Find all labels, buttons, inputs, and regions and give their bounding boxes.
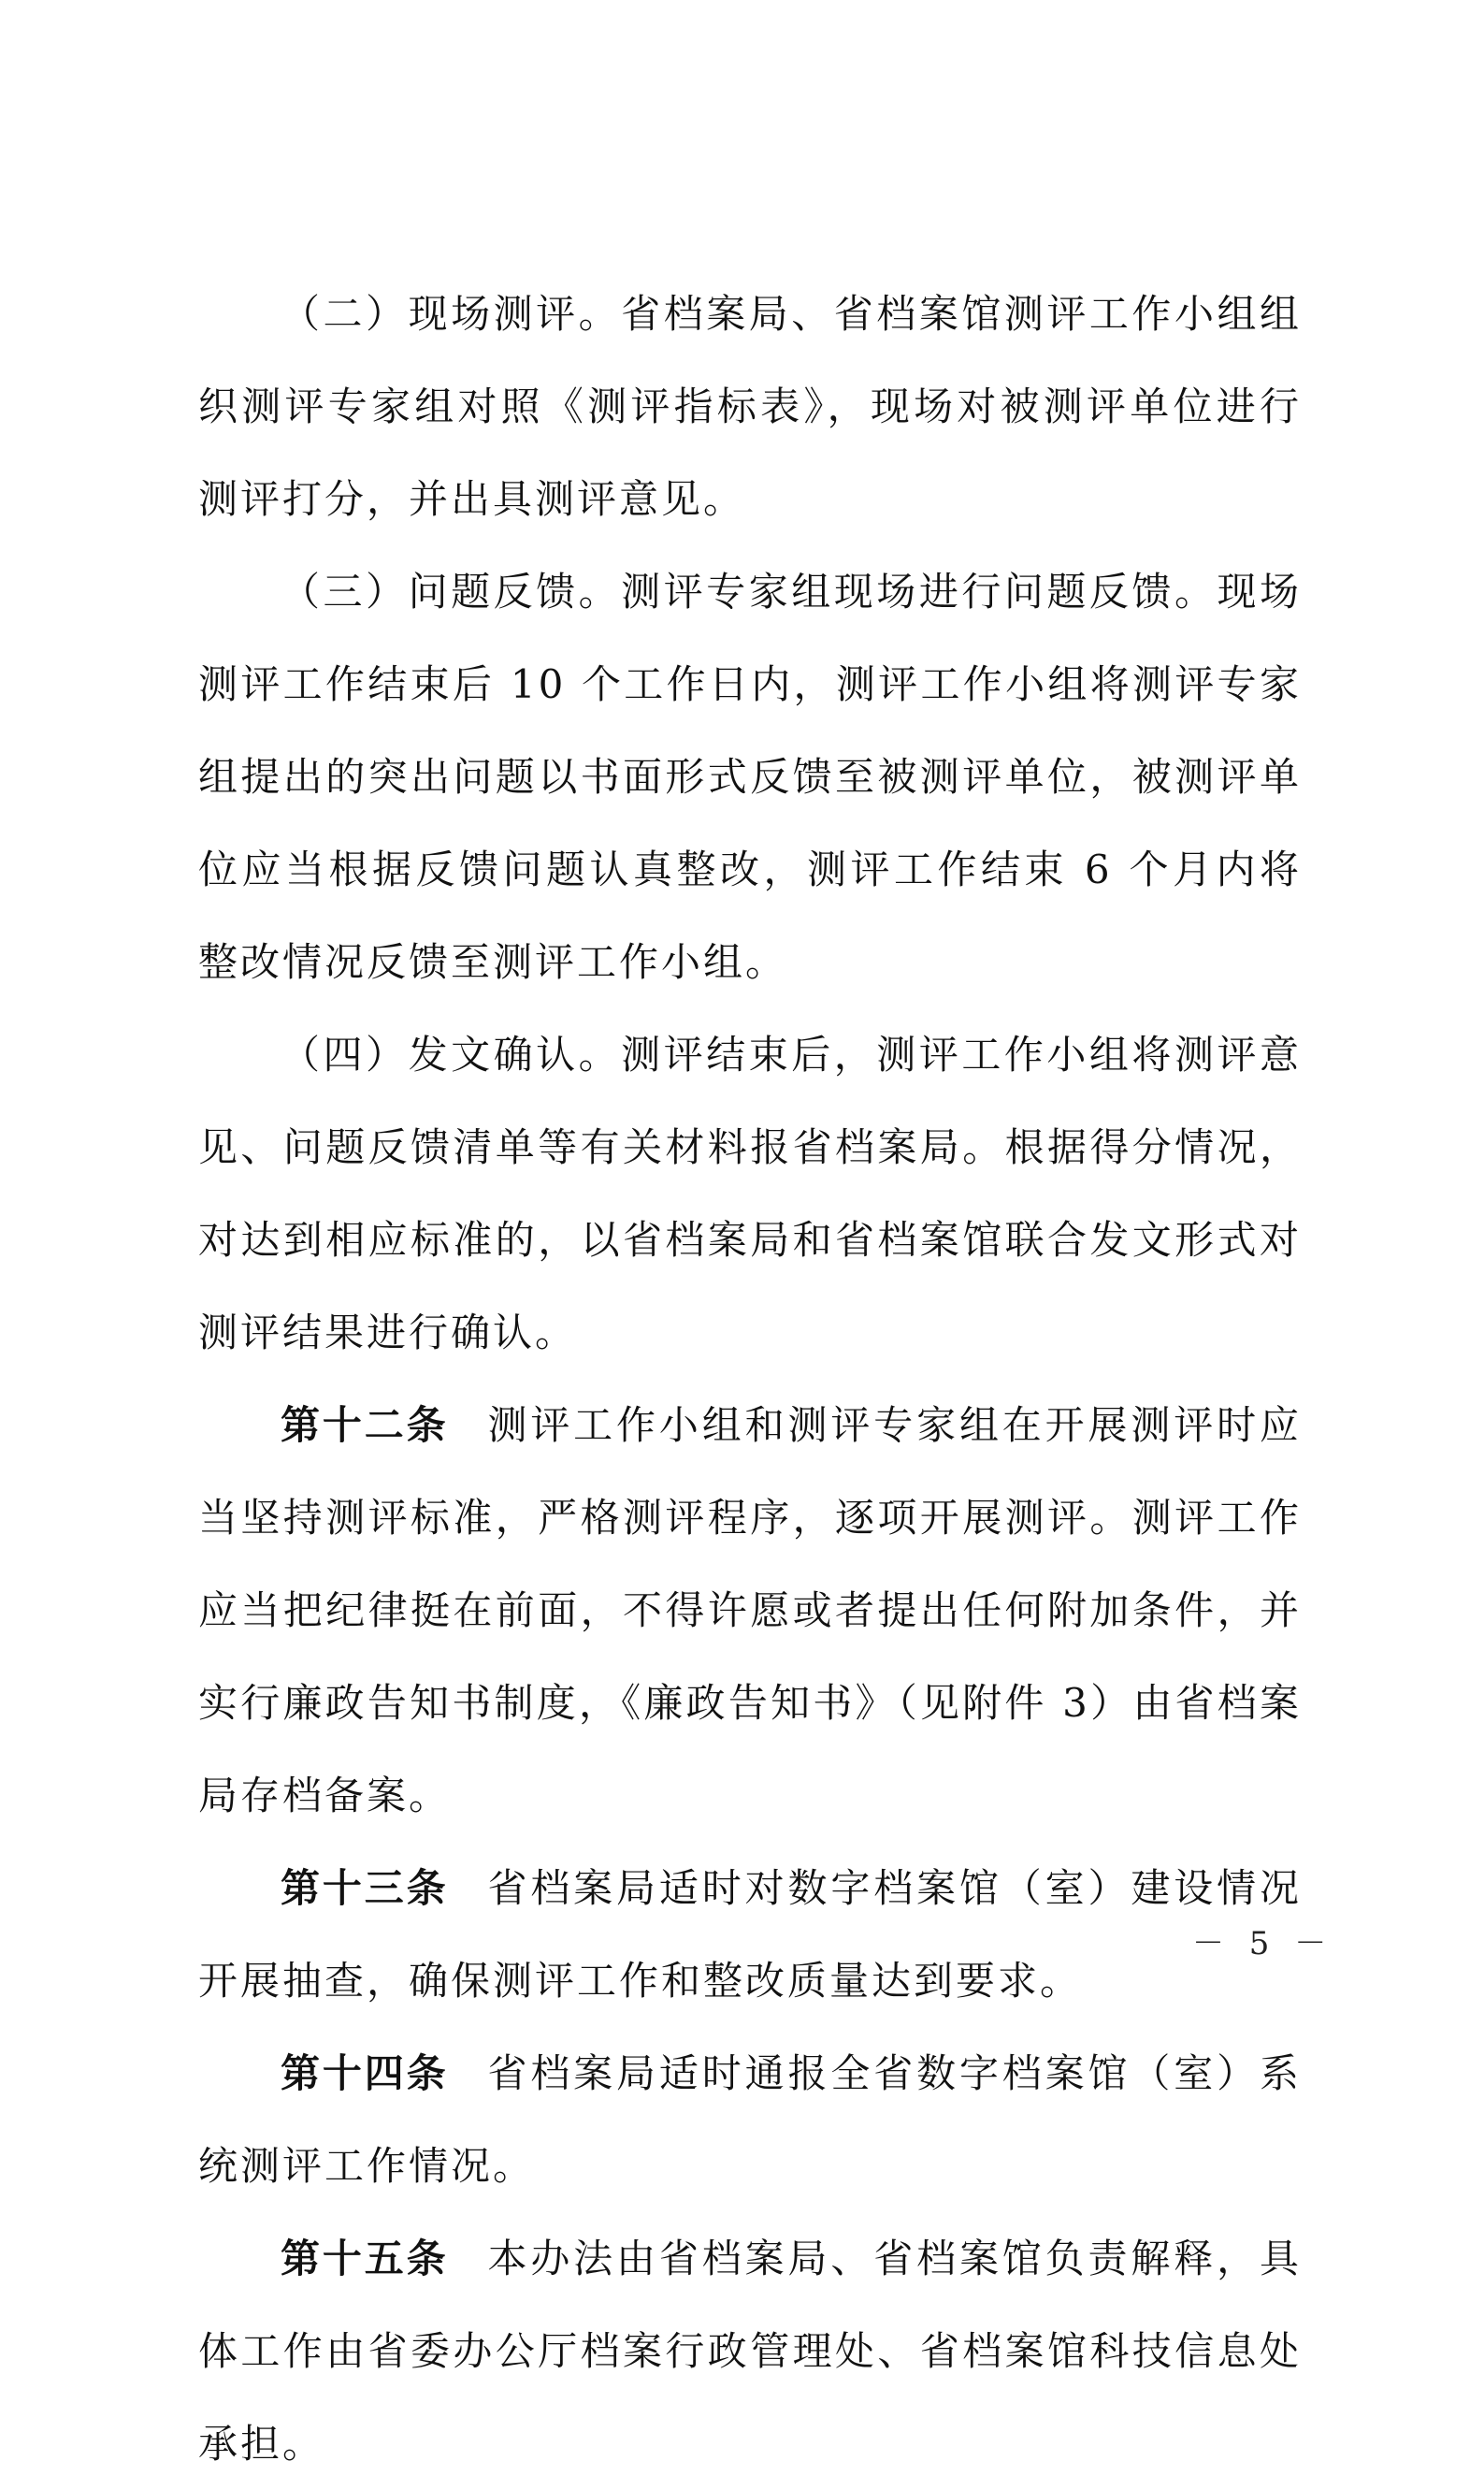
article-label: 第十五条	[281, 2236, 449, 2281]
paragraph-problem-feedback	[198, 545, 1302, 1008]
paragraph-document-confirmation	[198, 1008, 1302, 1379]
article-twelve	[198, 1379, 1302, 1842]
article-label: 第十四条	[281, 2050, 449, 2096]
paragraph-text: （四）发文确认。测评结束后，测评工作小组将测评意见、问题反馈清单等有关材料报省档案局。根据得分情况，对达到相应标准的，以省档案局和省档案馆联合发文形式对测评结果进行确认。	[198, 1032, 1302, 1355]
article-text: 测评工作小组和测评专家组在开展测评时应当坚持测评标准，严格测评程序，逐项开展测评。测评工作应当把纪律挺在前面，不得许愿或者提出任何附加条件，并实行廉政告知书制度，《廉政告知书》（见附件 3）由省档案局存档备案。	[198, 1402, 1302, 1818]
article-fourteen	[198, 2027, 1302, 2212]
article-fifteen	[198, 2212, 1302, 2490]
document-body	[198, 268, 1302, 2490]
article-text: 省档案局适时对数字档案馆（室）建设情况开展抽查，确保测评工作和整改质量达到要求。	[198, 1865, 1302, 2004]
article-label: 第十三条	[281, 1865, 449, 1911]
article-text: 本办法由省档案局、省档案馆负责解释，具体工作由省委办公厅档案行政管理处、省档案馆科技信息处承担。	[198, 2236, 1302, 2467]
article-thirteen	[198, 1842, 1302, 2027]
article-text: 省档案局适时通报全省数字档案馆（室）系统测评工作情况。	[198, 2050, 1302, 2189]
paragraph-text: （三）问题反馈。测评专家组现场进行问题反馈。现场测评工作结束后 10 个工作日内，测评工作小组将测评专家组提出的突出问题以书面形式反馈至被测评单位，被测评单位应当根据反馈问题认真整改，测评工作结束 6 个月内将整改情况反馈至测评工作小组。	[198, 569, 1302, 985]
article-label: 第十二条	[281, 1402, 449, 1448]
page-number: － 5 －	[1192, 1925, 1334, 1962]
paragraph-text: （二）现场测评。省档案局、省档案馆测评工作小组组织测评专家组对照《测评指标表》，现场对被测评单位进行测评打分，并出具测评意见。	[198, 291, 1302, 522]
paragraph-on-site-evaluation	[198, 268, 1302, 545]
